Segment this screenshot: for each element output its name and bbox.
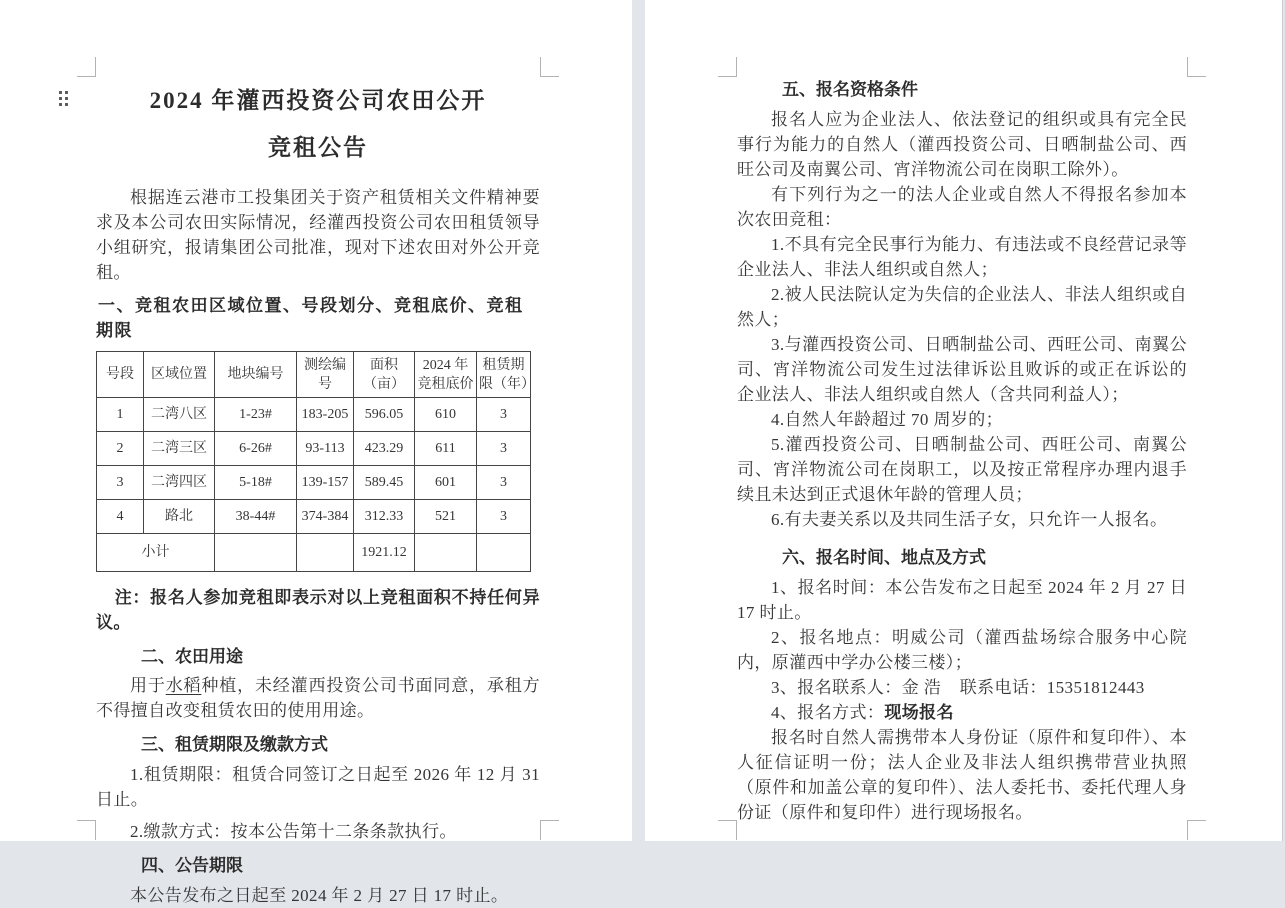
cell: 601 <box>415 466 477 500</box>
cell: 3 <box>97 466 144 500</box>
payment-item: 2.缴款方式：按本公告第十二条条款执行。 <box>130 822 457 841</box>
header-cell: 面积（亩） <box>354 352 415 398</box>
document-title <box>96 77 540 171</box>
cell: 521 <box>415 500 477 534</box>
cell: 423.29 <box>354 432 415 466</box>
cell: 4 <box>97 500 144 534</box>
cell: 312.33 <box>354 500 415 534</box>
prohibited-item: 2.被人民法院认定为失信的企业法人、非法人组织或自然人； <box>737 285 1187 329</box>
signup-location-item: 2、报名地点：明威公司（灌西盐场综合服务中心院内，原灌西中学办公楼三楼）； <box>737 628 1187 672</box>
header-cell: 区域位置 <box>144 352 215 398</box>
prohibited-item: 6.有夫妻关系以及共同生活子女，只允许一人报名。 <box>771 510 1168 529</box>
prohibited-item: 4.自然人年龄超过 70 周岁的； <box>771 410 1004 429</box>
cell: 3 <box>477 500 531 534</box>
cell <box>477 534 531 572</box>
header-cell: 号段 <box>97 352 144 398</box>
crop-mark-top-right <box>1187 57 1206 77</box>
cell: 139-157 <box>297 466 354 500</box>
prohibited-item: 5.灌西投资公司、日晒制盐公司、西旺公司、南翼公司、宵洋物流公司在岗职工，以及按正常程序办理内退手续且未达到正式退休年龄的管理人员； <box>737 435 1187 504</box>
table-row <box>97 398 531 432</box>
cell: 2 <box>97 432 144 466</box>
crop-mark-top-right <box>540 57 559 77</box>
cell: 3 <box>477 466 531 500</box>
cell: 二湾四区 <box>144 466 215 500</box>
crop-mark-bottom-left <box>77 820 96 840</box>
crop-mark-top-left <box>77 57 96 77</box>
prohibited-item: 1.不具有完全民事行为能力、有违法或不良经营记录等企业法人、非法人组织或自然人； <box>737 235 1187 279</box>
cell: 610 <box>415 398 477 432</box>
prohibited-item: 3.与灌西投资公司、日晒制盐公司、西旺公司、南翼公司、宵洋物流公司发生过法律诉讼且败诉的或正在诉讼的企业法人、非法人组织或自然人（含共同利益人）； <box>737 335 1187 404</box>
table-note: 注：报名人参加竞租即表示对以上竞租面积不持任何异议。 <box>96 588 540 632</box>
header-cell: 2024 年竞租底价 <box>415 352 477 398</box>
page-2[interactable] <box>645 0 1283 841</box>
title-line-1: 2024 年灌西投资公司农田公开 <box>149 88 487 113</box>
cell: 3 <box>477 398 531 432</box>
cell: 589.45 <box>354 466 415 500</box>
cell: 93-113 <box>297 432 354 466</box>
cell: 1-23# <box>215 398 297 432</box>
closing-paragraph: 报名时自然人需携带本人身份证（原件和复印件）、本人征信证明一份；法人企业及非法人组织携带营业执照（原件和加盖公章的复印件）、法人委托书、委托代理人身份证（原件和复印件）进行现场报名。 <box>737 728 1187 822</box>
signup-time-item: 1、报名时间：本公告发布之日起至 2024 年 2 月 27 日 17 时止。 <box>737 578 1187 622</box>
subtotal-area: 1921.12 <box>354 534 415 572</box>
lease-term-item: 1.租赁期限：租赁合同签订之日起至 2026 年 12 月 31 日止。 <box>96 765 540 809</box>
section-3-heading: 三、租赁期限及缴款方式 <box>141 735 328 754</box>
method-bold: 现场报名 <box>884 703 954 722</box>
cell <box>415 534 477 572</box>
crop-mark-top-left <box>718 57 737 77</box>
cell: 二湾三区 <box>144 432 215 466</box>
announcement-period-paragraph: 本公告发布之日起至 2024 年 2 月 27 日 17 时止。 <box>130 886 509 905</box>
cell: 路北 <box>144 500 215 534</box>
cell: 1 <box>97 398 144 432</box>
header-cell: 测绘编号 <box>297 352 354 398</box>
header-cell: 租赁期限（年） <box>477 352 531 398</box>
drag-handle-dots-icon[interactable] <box>59 91 69 107</box>
usage-underlined: 水稻 <box>165 676 202 695</box>
cell: 611 <box>415 432 477 466</box>
section-2-paragraph <box>96 673 540 723</box>
bottom-band <box>0 841 1285 850</box>
prohibited-intro-paragraph: 有下列行为之一的法人企业或自然人不得报名参加本次农田竞租： <box>737 185 1187 229</box>
page-1[interactable] <box>0 0 632 905</box>
signup-method-item <box>737 700 1187 725</box>
signup-contact-item: 3、报名联系人：金 浩 联系电话：15351812443 <box>771 678 1145 697</box>
cell: 374-384 <box>297 500 354 534</box>
table-header-row <box>97 352 531 398</box>
table-row <box>97 466 531 500</box>
section-5-heading: 五、报名资格条件 <box>782 80 918 99</box>
cell: 3 <box>477 432 531 466</box>
method-prefix: 4、报名方式： <box>771 703 885 722</box>
table-subtotal-row <box>97 534 531 572</box>
section-2-heading: 二、农田用途 <box>141 647 243 666</box>
section-1-heading: 一、竞租农田区域位置、号段划分、竞租底价、竞租期限 <box>96 296 524 340</box>
usage-prefix: 用于 <box>130 676 166 695</box>
eligibility-paragraph: 报名人应为企业法人、依法登记的组织或具有完全民事行为能力的自然人（灌西投资公司、日晒制盐公司、西旺公司及南翼公司、宵洋物流公司在岗职工除外）。 <box>737 110 1187 179</box>
table-row <box>97 500 531 534</box>
crop-mark-bottom-left <box>718 820 737 840</box>
page-gap <box>632 0 645 841</box>
header-cell: 地块编号 <box>215 352 297 398</box>
rental-table <box>96 351 535 572</box>
cell: 183-205 <box>297 398 354 432</box>
cell <box>297 534 354 572</box>
intro-paragraph: 根据连云港市工投集团关于资产租赁相关文件精神要求及本公司农田实际情况，经灌西投资公司农田租赁领导小组研究，报请集团公司批准，现对下述农田对外公开竞租。 <box>96 188 540 282</box>
cell <box>215 534 297 572</box>
cell: 二湾八区 <box>144 398 215 432</box>
cell: 596.05 <box>354 398 415 432</box>
section-6-heading: 六、报名时间、地点及方式 <box>782 548 986 567</box>
usage-suffix: 种植，未经灌西投资公司书面同意，承租方不得擅自改变租赁农田的使用用途。 <box>96 676 540 720</box>
section-4-heading: 四、公告期限 <box>141 856 243 875</box>
title-line-2: 竞租公告 <box>268 135 368 160</box>
crop-mark-bottom-right <box>540 820 559 840</box>
cell: 5-18# <box>215 466 297 500</box>
table-row <box>97 432 531 466</box>
subtotal-label: 小计 <box>97 534 215 572</box>
cell: 38-44# <box>215 500 297 534</box>
crop-mark-bottom-right <box>1187 820 1206 840</box>
cell: 6-26# <box>215 432 297 466</box>
